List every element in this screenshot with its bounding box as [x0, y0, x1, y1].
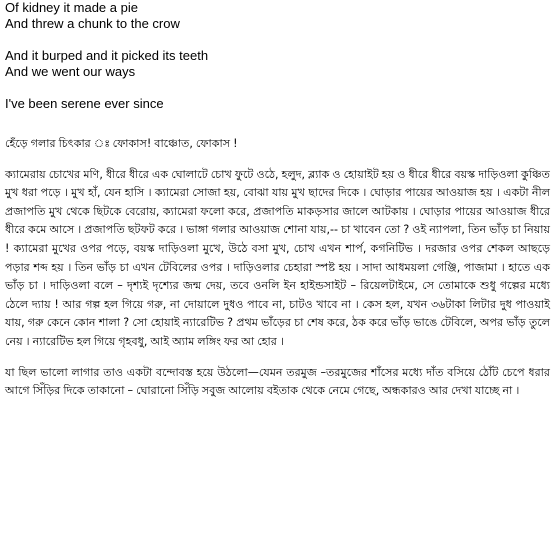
poem-line: And threw a chunk to the crow	[5, 16, 180, 31]
poem-line: And we went our ways	[5, 64, 136, 79]
bengali-title: হেঁড়ে গলার চিৎকার ঃ ফোকাস! বাঞ্চোত, ফোকাস !	[5, 137, 238, 150]
poem-line: I've been serene ever since	[5, 96, 164, 111]
poem-stanza-2	[5, 48, 550, 80]
bengali-paragraph-1: ক্যামেরায় চোখের মণি, ধীরে ধীরে এক ঘোলাটে চোখ ফুটে ওঠে, হলুদ, ব্ল্যাক ও হোয়াইট হয় ও ধীরে ধীরে বয়স্ক দাড়িওলা কুঞ্চিত মুখ ধরা পড়ে । মুখ হাঁ, যেন হাসি । ক্যামেরা সোজা হয়, বোঝা যায় মুখ ছাদের দিকে । ঘোড়ার পায়ের আওয়াজ হয় । একটা নীল প্রজাপতি মুখ থেকে ছিটকে বেরোয়, ক্যামেরা ফলো করে, প্রজাপতি মাকড়সার জালে আটকায় । ঘোড়ার পায়ের আওয়াজ ধীরে ধীরে কমে আসে । প্রজাপতি ছটফট করে । ভাঙ্গা গলার আওয়াজ শোনা যায়,-- চা খাবেন তো ? ওই ন্যাপলা, তিন ভাঁড় চা নিয়ায় ! ক্যামেরা মুখের ওপর পড়ে, বয়স্ক দাড়িওলা মুখে, উঠে বসা মুখ, চোখ এখন শার্প, কগনিটিভ । দরজার ওপর শেকল আছড়ে পড়ার শব্দ হয় । তিন ভাঁড় চা এখন টেবিলের ওপর । দাড়িওলার চেহারা স্পষ্ট হয় । সাদা আধময়লা গেঞ্জি, পাজামা । হাতে এক ভাঁড় চা । দাড়িওলা বলে – দৃশ্যই দৃশ্যের জন্ম দেয়, তবে ওনলি ইন হাইন্ডসাইট – রিয়েলটাইমে, সে তোমাকে শুধু গল্পের মধ্যে ঠেলে দ্যায় ! আর গল্প হল গিয়ে গরু, না দোয়ালে দুধও পাবে না, চাটও খাবে না । কেস হল, যখন ৩৬টাকা লিটার দুধ পাওয়াই যায়, গরু কেনে কোন শালা ? সো হোয়াই ন্যারেটিভ ? প্রথম ভাঁড়ের চা শেষ করে, ঠক করে ভাঁড় ভাঙে টেবিলে, অপর ভাঁড় তুলে নেয় । ন্যারেটিভ হল গিয়ে গৃহবধু, আই অ্যাম লঙ্গিং ফর আ হোর ।	[5, 167, 550, 348]
bengali-paragraph-2: যা ছিল ভালো লাগার তাও একটা বন্দোবস্ত হয়ে উঠলো—যেমন তরমুজ –তরমুজের শাঁসের মধ্যে দাঁত বসিয়ে ঠোঁট চেপে ধরার আগে সিঁড়ির দিকে তাকানো – ঘোরানো সিঁড়ি সবুজ আলোয় বইতাক থেকে নেমে গেছে, অন্ধকারও আর দেখা যাচ্ছে না ।	[5, 365, 550, 398]
poem-stanza-3	[5, 96, 550, 112]
poem-stanza-1	[5, 0, 550, 32]
poem-line: And it burped and it picked its teeth	[5, 48, 209, 63]
poem-line: Of kidney it made a pie	[5, 0, 138, 15]
